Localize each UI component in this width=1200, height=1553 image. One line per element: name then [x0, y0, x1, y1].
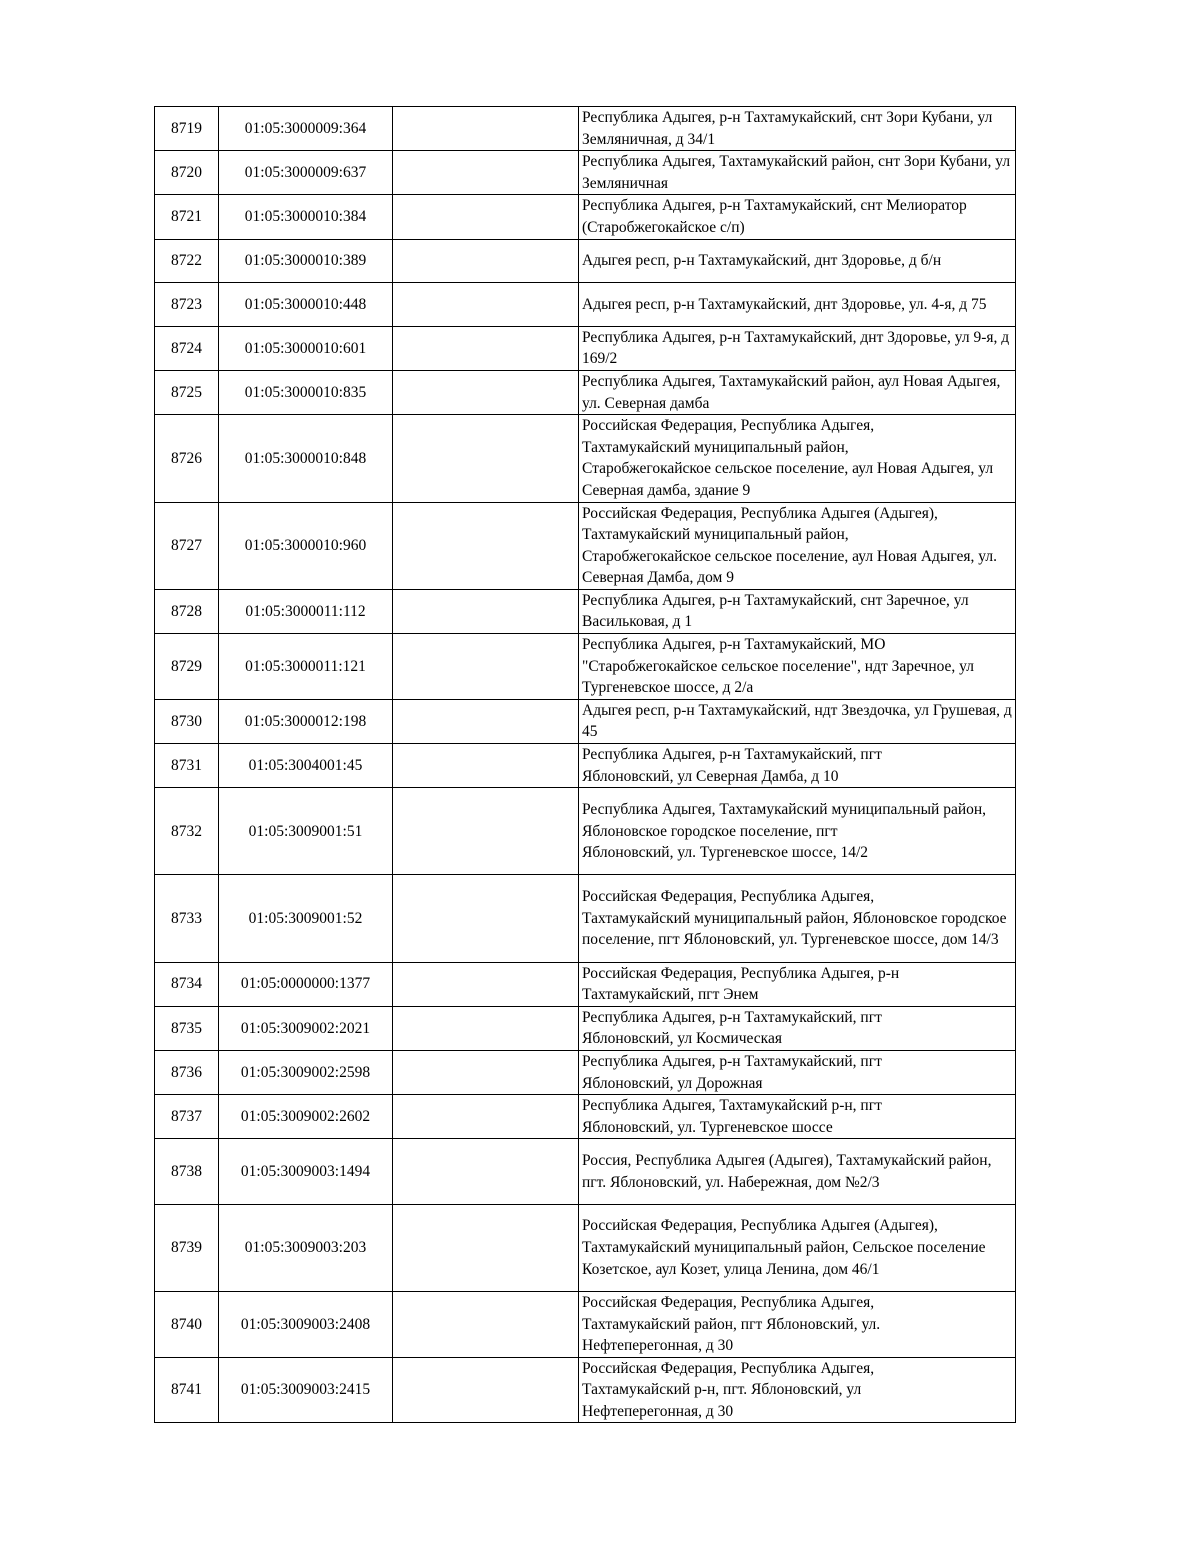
empty-cell	[393, 151, 579, 195]
cadastral-number-cell: 01:05:0000000:1377	[219, 962, 393, 1006]
cadastral-number-cell: 01:05:3000011:112	[219, 589, 393, 633]
cadastral-number-cell: 01:05:3009001:51	[219, 788, 393, 875]
empty-cell	[393, 634, 579, 700]
table-row	[155, 151, 1016, 195]
row-number-cell: 8728	[155, 589, 219, 633]
row-number-cell: 8724	[155, 326, 219, 370]
row-number-cell: 8731	[155, 744, 219, 788]
row-number-cell: 8734	[155, 962, 219, 1006]
row-number-cell: 8725	[155, 370, 219, 414]
row-number-cell: 8735	[155, 1006, 219, 1050]
table-row	[155, 962, 1016, 1006]
cadastral-number-cell: 01:05:3009003:203	[219, 1204, 393, 1291]
cadastral-number-cell: 01:05:3000010:448	[219, 283, 393, 327]
cadastral-number-cell: 01:05:3000010:835	[219, 370, 393, 414]
cadastral-number-cell: 01:05:3000011:121	[219, 634, 393, 700]
empty-cell	[393, 239, 579, 283]
table-row	[155, 283, 1016, 327]
empty-cell	[393, 415, 579, 502]
table-row	[155, 788, 1016, 875]
empty-cell	[393, 1050, 579, 1094]
address-cell: Адыгея респ, р-н Тахтамукайский, днт Здоровье, ул. 4-я, д 75	[579, 283, 1016, 327]
empty-cell	[393, 1357, 579, 1423]
cadastral-number-cell: 01:05:3000009:637	[219, 151, 393, 195]
address-cell: Республика Адыгея, р-н Тахтамукайский, днт Здоровье, ул 9-я, д 169/2	[579, 326, 1016, 370]
table-row	[155, 589, 1016, 633]
address-cell: Республика Адыгея, р-н Тахтамукайский, МО "Старобжегокайское сельское поселение", ндт Заречное, ул Тургеневское шоссе, д 2/а	[579, 634, 1016, 700]
cadastral-number-cell: 01:05:3000009:364	[219, 107, 393, 151]
cadastral-number-cell: 01:05:3009003:2415	[219, 1357, 393, 1423]
cadastral-number-cell: 01:05:3009003:2408	[219, 1291, 393, 1357]
table-row	[155, 1204, 1016, 1291]
table-row	[155, 195, 1016, 239]
table-row	[155, 1357, 1016, 1423]
cadastral-number-cell: 01:05:3009002:2598	[219, 1050, 393, 1094]
row-number-cell: 8737	[155, 1095, 219, 1139]
row-number-cell: 8726	[155, 415, 219, 502]
address-cell: Российская Федерация, Республика Адыгея, Тахтамукайский район, пгт Яблоновский, ул. Нефтеперегонная, д 30	[579, 1291, 1016, 1357]
table-row	[155, 326, 1016, 370]
row-number-cell: 8732	[155, 788, 219, 875]
table-row	[155, 1291, 1016, 1357]
cadastral-number-cell: 01:05:3000010:601	[219, 326, 393, 370]
table-row	[155, 634, 1016, 700]
empty-cell	[393, 326, 579, 370]
address-cell: Российская Федерация, Республика Адыгея, Тахтамукайский муниципальный район, Яблоновское городское поселение, пгт Яблоновский, ул. Тургеневское шоссе, дом 14/3	[579, 875, 1016, 962]
table-row	[155, 1050, 1016, 1094]
address-cell: Республика Адыгея, р-н Тахтамукайский, снт Зори Кубани, ул Земляничная, д 34/1	[579, 107, 1016, 151]
table-row	[155, 875, 1016, 962]
empty-cell	[393, 788, 579, 875]
empty-cell	[393, 107, 579, 151]
empty-cell	[393, 699, 579, 743]
empty-cell	[393, 1204, 579, 1291]
row-number-cell: 8727	[155, 502, 219, 589]
registry-table-body	[155, 107, 1016, 1423]
address-cell: Республика Адыгея, р-н Тахтамукайский, пгт Яблоновский, ул Дорожная	[579, 1050, 1016, 1094]
empty-cell	[393, 962, 579, 1006]
empty-cell	[393, 1006, 579, 1050]
cadastral-number-cell: 01:05:3000010:960	[219, 502, 393, 589]
empty-cell	[393, 875, 579, 962]
row-number-cell: 8729	[155, 634, 219, 700]
empty-cell	[393, 1095, 579, 1139]
table-row	[155, 699, 1016, 743]
empty-cell	[393, 744, 579, 788]
cadastral-number-cell: 01:05:3000010:389	[219, 239, 393, 283]
row-number-cell: 8740	[155, 1291, 219, 1357]
address-cell: Республика Адыгея, р-н Тахтамукайский, снт Мелиоратор (Старобжегокайское с/п)	[579, 195, 1016, 239]
row-number-cell: 8722	[155, 239, 219, 283]
address-cell: Российская Федерация, Республика Адыгея, р-н Тахтамукайский, пгт Энем	[579, 962, 1016, 1006]
row-number-cell: 8720	[155, 151, 219, 195]
table-row	[155, 502, 1016, 589]
row-number-cell: 8719	[155, 107, 219, 151]
table-row	[155, 1006, 1016, 1050]
cadastral-number-cell: 01:05:3000012:198	[219, 699, 393, 743]
row-number-cell: 8738	[155, 1139, 219, 1204]
empty-cell	[393, 195, 579, 239]
address-cell: Российская Федерация, Республика Адыгея, Тахтамукайский р-н, пгт. Яблоновский, ул Нефтеперегонная, д 30	[579, 1357, 1016, 1423]
address-cell: Республика Адыгея, р-н Тахтамукайский, пгт Яблоновский, ул Северная Дамба, д 10	[579, 744, 1016, 788]
row-number-cell: 8723	[155, 283, 219, 327]
table-row	[155, 370, 1016, 414]
row-number-cell: 8733	[155, 875, 219, 962]
empty-cell	[393, 1139, 579, 1204]
cadastral-number-cell: 01:05:3009002:2021	[219, 1006, 393, 1050]
table-row	[155, 744, 1016, 788]
address-cell: Россия, Республика Адыгея (Адыгея), Тахтамукайский район, пгт. Яблоновский, ул. Набережная, дом №2/3	[579, 1139, 1016, 1204]
address-cell: Республика Адыгея, р-н Тахтамукайский, снт Заречное, ул Васильковая, д 1	[579, 589, 1016, 633]
cadastral-number-cell: 01:05:3000010:384	[219, 195, 393, 239]
table-row	[155, 415, 1016, 502]
address-cell: Республика Адыгея, Тахтамукайский район, снт Зори Кубани, ул Земляничная	[579, 151, 1016, 195]
address-cell: Российская Федерация, Республика Адыгея (Адыгея), Тахтамукайский муниципальный район, Старобжегокайское сельское поселение, аул Новая Адыгея, ул. Северная Дамба, дом 9	[579, 502, 1016, 589]
cadastral-number-cell: 01:05:3009003:1494	[219, 1139, 393, 1204]
row-number-cell: 8739	[155, 1204, 219, 1291]
table-row	[155, 1139, 1016, 1204]
address-cell: Республика Адыгея, Тахтамукайский р-н, пгт Яблоновский, ул. Тургеневское шоссе	[579, 1095, 1016, 1139]
row-number-cell: 8721	[155, 195, 219, 239]
empty-cell	[393, 502, 579, 589]
address-cell: Российская Федерация, Республика Адыгея, Тахтамукайский муниципальный район, Старобжегокайское сельское поселение, аул Новая Адыгея, ул Северная дамба, здание 9	[579, 415, 1016, 502]
address-cell: Республика Адыгея, Тахтамукайский муниципальный район, Яблоновское городское поселение, пгт Яблоновский, ул. Тургеневское шоссе, 14/2	[579, 788, 1016, 875]
table-row	[155, 107, 1016, 151]
empty-cell	[393, 370, 579, 414]
empty-cell	[393, 1291, 579, 1357]
address-cell: Российская Федерация, Республика Адыгея (Адыгея), Тахтамукайский муниципальный район, Сельское поселение Козетское, аул Козет, улица Ленина, дом 46/1	[579, 1204, 1016, 1291]
empty-cell	[393, 283, 579, 327]
table-row	[155, 1095, 1016, 1139]
address-cell: Адыгея респ, р-н Тахтамукайский, ндт Звездочка, ул Грушевая, д 45	[579, 699, 1016, 743]
address-cell: Адыгея респ, р-н Тахтамукайский, днт Здоровье, д б/н	[579, 239, 1016, 283]
empty-cell	[393, 589, 579, 633]
address-cell: Республика Адыгея, р-н Тахтамукайский, пгт Яблоновский, ул Космическая	[579, 1006, 1016, 1050]
cadastral-number-cell: 01:05:3004001:45	[219, 744, 393, 788]
registry-table	[154, 106, 1016, 1423]
table-row	[155, 239, 1016, 283]
cadastral-number-cell: 01:05:3009002:2602	[219, 1095, 393, 1139]
row-number-cell: 8741	[155, 1357, 219, 1423]
row-number-cell: 8736	[155, 1050, 219, 1094]
address-cell: Республика Адыгея, Тахтамукайский район, аул Новая Адыгея, ул. Северная дамба	[579, 370, 1016, 414]
cadastral-number-cell: 01:05:3000010:848	[219, 415, 393, 502]
cadastral-number-cell: 01:05:3009001:52	[219, 875, 393, 962]
row-number-cell: 8730	[155, 699, 219, 743]
